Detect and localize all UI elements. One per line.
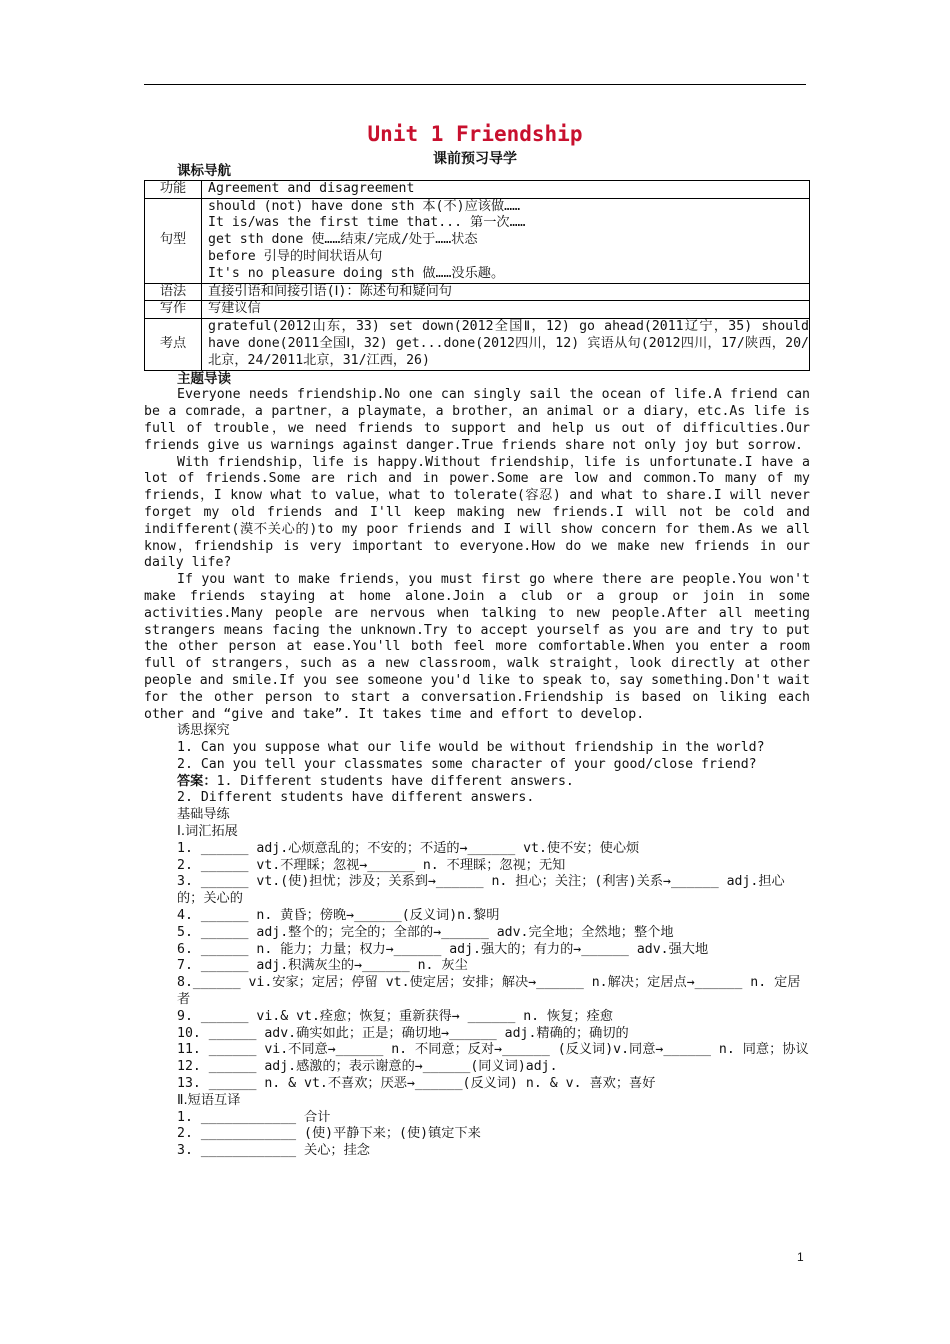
vocab-item: 8.______ vi.安家；定居；停留 vt.使定居；安排；解决→______ n.解决；定居点→______ n. 定居者 <box>177 975 801 1008</box>
sentence-line: It is/was the first time that... 第一次…… <box>208 215 526 231</box>
question-item: 2. Can you tell your classmates some character of your good/close friend? <box>177 756 757 772</box>
unit-title: Unit 1 Friendship <box>367 122 583 146</box>
table-row <box>145 319 810 370</box>
section-subtitle: 课前预习导学 <box>433 151 517 167</box>
vocab-item: 11. ______ vi.不同意→______ n. 不同意；反对→______ (反义词)v.同意→______ n. 同意；协议 <box>177 1042 809 1058</box>
phrase-item: 1. ____________ 合计 <box>177 1109 331 1125</box>
exam-points: grateful(2012山东，33) set down(2012全国Ⅱ，12) go ahead(2011辽宁，35) should have done(2011全国Ⅰ，32) get...done(2012四川，12) 宾语从句(2012四川，17/陕西，20/北京，24/2011北京，31/江西，26) <box>202 319 810 370</box>
sentence-line: before 引导的时间状语从句 <box>208 248 383 264</box>
reading-heading: 主题导读 <box>177 370 231 387</box>
vocab-item: 1. ______ adj.心烦意乱的；不安的；不适的→______ vt.使不安；使心烦 <box>177 840 640 856</box>
sentence-line: should (not) have done sth 本(不)应该做…… <box>208 198 521 214</box>
phrase-heading: Ⅱ.短语互译 <box>177 1092 241 1108</box>
basic-heading: 基础导练 <box>177 807 230 823</box>
writing-value: 写建议信 <box>202 301 810 319</box>
grammar-value: 直接引语和间接引语(Ⅰ)：陈述句和疑问句 <box>202 283 810 301</box>
grammar-label: 语法 <box>145 283 202 301</box>
phrase-item: 2. ____________ (使)平静下来；(使)镇定下来 <box>177 1126 481 1142</box>
sentence-line: get sth done 使……结束/完成/处于……状态 <box>208 232 478 248</box>
vocab-item: 7. ______ adj.积满灰尘的→______ n. 灰尘 <box>177 958 468 974</box>
vocab-item: 4. ______ n. 黄昏；傍晚→______(反义词)n.黎明 <box>177 908 500 924</box>
curriculum-table <box>144 180 810 371</box>
vocab-item: 5. ______ adj.整个的；完全的；全部的→______ adv.完全地；全然地；整个地 <box>177 924 674 940</box>
document-body <box>144 163 810 1160</box>
answer-text: 1. Different students have different answers. <box>216 773 574 789</box>
answer-line <box>144 774 810 791</box>
sentence-patterns <box>202 198 810 283</box>
vocab-item: 9. ______ vi.& vt.痊愈；恢复；重新获得→ ______ n. 恢复；痊愈 <box>177 1008 613 1024</box>
vocab-item: 2. ______ vt.不理睬；忽视→______ n. 不理睬；忽视；无知 <box>177 857 566 873</box>
table-row <box>145 301 810 319</box>
reading-paragraph: Everyone needs friendship.No one can singly sail the ocean of life.A friend can be a comrade，a partner，a playmate，a brother，an animal or a diary，etc.As life is full of trouble，we need friends to support and help us out of difficulties.Our friends give us warnings against danger.True friends share not only joy but sorrow. <box>144 387 810 453</box>
vocab-item: 13. ______ n. & vt.不喜欢；厌恶→______(反义词) n. & v. 喜欢；喜好 <box>177 1076 656 1092</box>
answer-line: 2. Different students have different answers. <box>177 790 535 806</box>
reading-paragraph: If you want to make friends，you must first go where there are people.You won't make friends staying at home alone.Join a club or a group or join in some activities.Many people are nervous when talking to new people.After all meeting strangers means facing the unknown.Try to accept yourself as you are and try to put the other person at ease.You'll both feel more comfortable.When you enter a room full of strangers，such as a new classroom，walk straight，look directly at other people and smile.If you see someone you'd like to speak to，say something.Don't wait for the other person to start a conversation.Friendship is based on liking each other and “give and take”. It takes time and effort to develop. <box>144 572 810 722</box>
function-value: Agreement and disagreement <box>202 180 810 198</box>
vocab-item: 6. ______ n. 能力；力量；权力→______ adj.强大的；有力的→______ adv.强大地 <box>177 941 709 957</box>
function-label: 功能 <box>145 180 202 198</box>
table-row <box>145 198 810 283</box>
phrase-item: 3. ____________ 关心；挂念 <box>177 1143 370 1159</box>
table-row <box>145 283 810 301</box>
vocab-item: 10. ______ adv.确实如此；正是；确切地→______ adj.精确的；确切的 <box>177 1025 629 1041</box>
nav-heading: 课标导航 <box>177 163 231 179</box>
explore-heading: 诱思探究 <box>177 723 230 739</box>
vocab-item: 3. ______ vt.(使)担忧；涉及；关系到→______ n. 担心；关注；(利害)关系→______ adj.担心的；关心的 <box>177 874 785 907</box>
vocab-heading: Ⅰ.词汇拓展 <box>177 824 238 840</box>
answer-label: 答案： <box>177 773 217 789</box>
sentence-label: 句型 <box>145 198 202 283</box>
header-rule <box>144 84 806 85</box>
vocab-item: 12. ______ adj.感激的；表示谢意的→______(同义词)adj. <box>177 1059 558 1075</box>
writing-label: 写作 <box>145 301 202 319</box>
table-row <box>145 180 810 198</box>
exam-label: 考点 <box>145 319 202 370</box>
page-number: 1 <box>797 1250 804 1264</box>
sentence-line: It's no pleasure doing sth 做……没乐趣。 <box>208 265 505 281</box>
question-item: 1. Can you suppose what our life would be without friendship in the world? <box>177 740 765 756</box>
reading-paragraph: With friendship，life is happy.Without friendship，life is unfortunate.I have a lot of friends.Some are rich and in power.Some are low and common.To many of my friends，I know what to value，what to tolerate(容忍) and what to share.I will never forget my old friends and I'll keep making new friends.I will not be cold and indifferent(漠不关心的)to my poor friends and I will show concern for them.As we all know，friendship is very important to everyone.How do we make new friends in our daily life? <box>144 454 810 571</box>
